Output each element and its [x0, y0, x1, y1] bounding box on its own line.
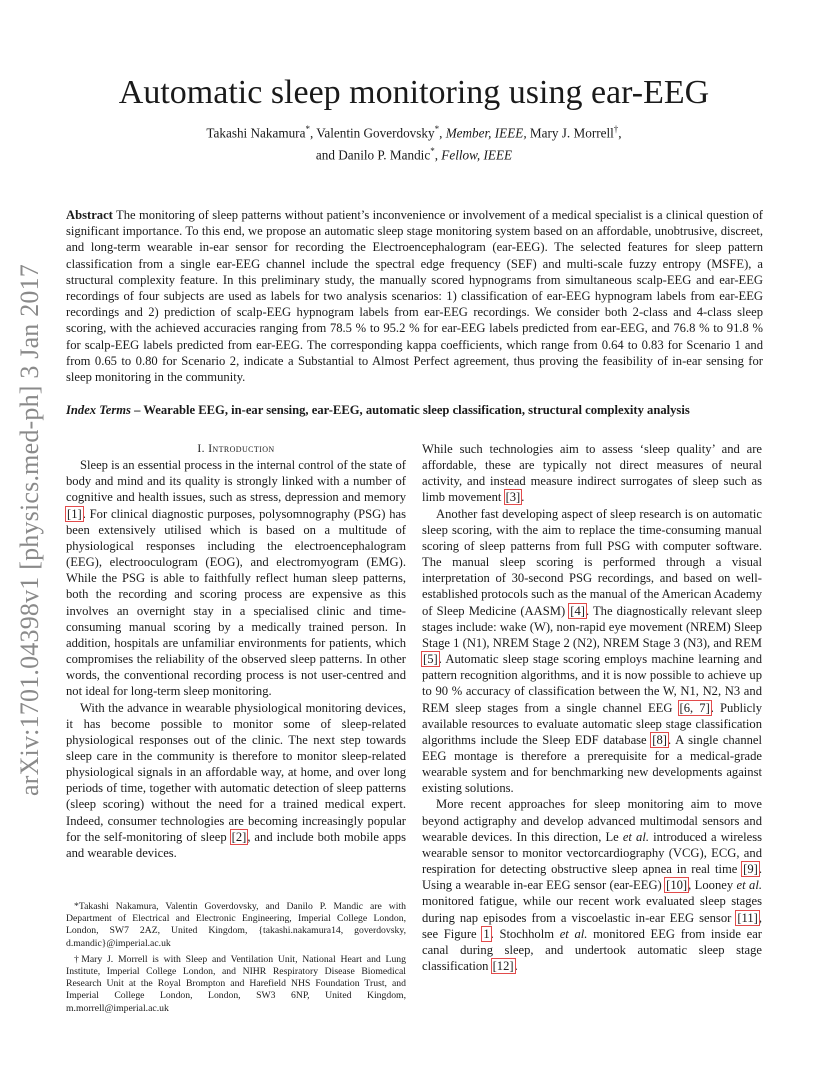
text: . For clinical diagnostic purposes, polysomnography (PSG) has been extensively utilised which is based on a multitude of physiological responses including the electroencephalogram (EEG), electrooculogram (EOG), and electromyogram (EMG). While the PSG is able to faithfully reflect human sleep patterns, both the recording and scoring process are expensive as this involves an overnight stay in a specialised clinic and time-consuming manual scoring by a medically trained person. In addition, hospitals are unfamiliar environments for patients, which compromises the reliability of the observed sleep patterns. In other words, the conventional recording process is not user-centred and not ideal for long-term sleep monitoring.	[66, 506, 406, 699]
et-al: et al.	[736, 878, 762, 893]
figure-link[interactable]: 1	[483, 926, 490, 941]
text: More recent approaches for sleep monitoring aim to move beyond actigraphy and develop advanced multimodal sensors and wearable devices. In this direction, Le	[422, 797, 762, 844]
et-al: et al.	[622, 829, 649, 844]
arxiv-identifier-sidebar	[10, 260, 50, 800]
author-name: , Valentin Goverdovsky	[309, 125, 435, 141]
text: .	[521, 490, 525, 505]
text: Sleep is an essential process in the internal control of the state of body and mind and its quality is strongly linked with a number of cognitive and health issues, such as stress, depression and memory	[66, 458, 406, 505]
affil-mark: *	[430, 146, 435, 157]
text: , see Figure	[422, 910, 762, 941]
section-number: I.	[197, 443, 209, 455]
author-membership: Member, IEEE,	[445, 125, 527, 141]
right-column	[422, 441, 762, 974]
citation-link[interactable]: [11]	[737, 910, 758, 925]
text: , Looney	[688, 878, 737, 893]
separator: ,	[434, 147, 442, 163]
paragraph	[422, 796, 762, 974]
citation-link[interactable]: [12]	[492, 959, 514, 973]
paragraph	[422, 506, 762, 797]
paragraph	[422, 441, 762, 506]
citation-link[interactable]: [8]	[652, 732, 667, 747]
author-name: Takashi Nakamura	[206, 125, 306, 141]
citation-link[interactable]: [5]	[423, 652, 438, 667]
citation-link[interactable]: [6, 7]	[679, 700, 710, 715]
author-block	[120, 120, 708, 165]
author-membership: Fellow, IEEE	[441, 147, 513, 163]
paragraph	[66, 457, 406, 699]
text: , and include both mobile apps and wearable devices.	[66, 829, 406, 860]
abstract-text: The monitoring of sleep patterns without patient’s inconvenience or involvement of a medical specialist is a clinical question of significant importance. To this end, we propose an automatic sleep stage monitoring system based on an affordable, unobtrusive, discreet, and long-term wearable in-ear sensor for recording the Electroencephalogram (ear-EEG). The selected features for sleep pattern classification from a single ear-EEG channel include the spectral edge frequency (SEF) and multi-scale fuzzy entropy (MSFE), a structural complexity feature. In this preliminary study, the manually scored hypnograms from simultaneous scalp-EEG and ear-EEG recordings of four subjects are used as labels for two analysis scenarios: 1) classification of ear-EEG hypnogram labels from ear-EEG recordings and 2) prediction of scalp-EEG hypnogram labels from ear-EEG recordings. We consider both 2-class and 4-class sleep scoring, with the achieved accuracies ranging from 78.5 % to 95.2 % for ear-EEG labels predicted from ear-EEG, and 76.8 % to 91.8 % for scalp-EEG labels predicted from ear-EEG. The corresponding kappa coefficients, which range from 0.64 to 0.83 for Scenario 1 and from 0.65 to 0.80 for Scenario 2, indicate a Substantial to Almost Perfect agreement, thus proving the feasibility of in-ear sensing for sleep monitoring in the community.	[66, 208, 763, 385]
text: . Publicly available resources to evaluate automatic sleep stage classification algorithms include the Sleep EDF database	[422, 700, 762, 747]
section-heading	[66, 441, 406, 457]
index-terms	[66, 403, 763, 418]
author-name: and Danilo P. Mandic	[315, 147, 431, 163]
paragraph	[66, 700, 406, 862]
index-terms-text: – Wearable EEG, in-ear sensing, ear-EEG, automatic sleep classification, structural complexity analysis	[130, 403, 690, 417]
text: .	[514, 959, 518, 973]
text: . Using a wearable in-ear EEG sensor (ear-EEG)	[422, 862, 762, 893]
footnotes	[66, 901, 406, 1019]
text: monitored fatigue, while our recent work evaluated sleep stages during nap episodes from a viscoelastic in-ear EEG sensor	[422, 894, 762, 925]
footnote: *Takashi Nakamura, Valentin Goverdovsky, and Danilo P. Mandic are with Department of Electrical and Electronic Engineering, Imperial College London, London, SW7 2AZ, United Kingdom, {takashi.nakamura14, goverdovsky, d.mandic}@imperial.ac.uk	[66, 901, 406, 949]
abstract	[66, 207, 763, 385]
text: . Stochholm	[490, 926, 560, 941]
separator: ,	[618, 125, 622, 141]
section-title: Introduction	[208, 443, 275, 455]
affil-mark: †	[613, 124, 619, 134]
citation-link[interactable]: [9]	[743, 862, 758, 877]
affil-mark: *	[305, 124, 310, 134]
et-al: et al.	[559, 926, 588, 941]
paper-title: Automatic sleep monitoring using ear-EEG	[118, 74, 710, 111]
author-name: Mary J. Morrell	[526, 125, 614, 141]
citation-link[interactable]: [3]	[505, 490, 521, 505]
footnote: †Mary J. Morrell is with Sleep and Ventilation Unit, National Heart and Lung Institute, Imperial College London, and NIHR Respiratory Disease Biomedical Research Unit at the Royal Brompton and Harefield NHS Foundation Trust, and Imperial College London, London, SW3 6NP, United Kingdom, m.morrell@imperial.ac.uk	[66, 953, 406, 1014]
text: Another fast developing aspect of sleep research is on automatic sleep scoring, with the aim to replace the time-consuming manual scoring of sleep patterns from full PSG with computer software. The manual sleep scoring is performed through a visual interpretation of 30-second PSG recordings, and based on well-established protocols such as the manual of the American Academy of Sleep Medicine (AASM)	[422, 506, 762, 618]
text: introduced a wireless wearable sensor to monitor vectorcardiography (VCG), ECG, and respiration for detecting obstructive sleep apnea in real time	[422, 829, 762, 877]
text: While such technologies aim to assess ‘sleep quality’ and are affordable, these are typically not direct measures of neural activity, and instead measure indirect surrogates of sleep such as limb movement	[422, 442, 762, 505]
citation-link[interactable]: [4]	[570, 603, 585, 618]
text: With the advance in wearable physiological monitoring devices, it has become possible to monitor some of sleep-related physiological responses out of the clinic. The next step towards sleep care in the community is therefore to monitor sleep-related physiological signals in an affordable way, at home, and over long periods of time, together with automatic detection of sleep patterns (sleep scoring) without the need for a trained medical expert. Indeed, consumer technologies are becoming increasingly popular for the self-monitoring of sleep	[66, 700, 406, 844]
text: monitored EEG from inside ear canal during sleep, and undertook automatic sleep stage classification	[422, 926, 762, 973]
text: . Automatic sleep stage scoring employs machine learning and pattern recognition algorithms, and it is now possible to achieve up to 90 % accuracy of classification between the W, N1, N2, N3 and REM sleep stages from a single channel EEG	[422, 652, 762, 715]
citation-link[interactable]: [1]	[67, 506, 82, 521]
citation-link[interactable]: [2]	[231, 829, 247, 844]
affil-mark: *	[434, 124, 440, 134]
index-terms-label: Index Terms	[66, 403, 131, 417]
citation-link[interactable]: [10]	[666, 878, 688, 893]
arxiv-identifier: arXiv:1701.04398v1 [physics.med-ph] 3 Jan 2017	[15, 263, 44, 797]
text: . A single channel EEG montage is therefore a prerequisite for a medical-grade wearable system and for benchmarking new developments against existing solutions.	[422, 732, 762, 796]
left-column	[66, 441, 406, 861]
text: . The diagnostically relevant sleep stages include: wake (W), non-rapid eye movement (NREM) Sleep Stage 1 (N1), NREM Stage 2 (N2), NREM Stage 3 (N3), and REM	[422, 603, 762, 650]
separator: ,	[439, 125, 446, 141]
abstract-label: Abstract	[66, 208, 113, 222]
